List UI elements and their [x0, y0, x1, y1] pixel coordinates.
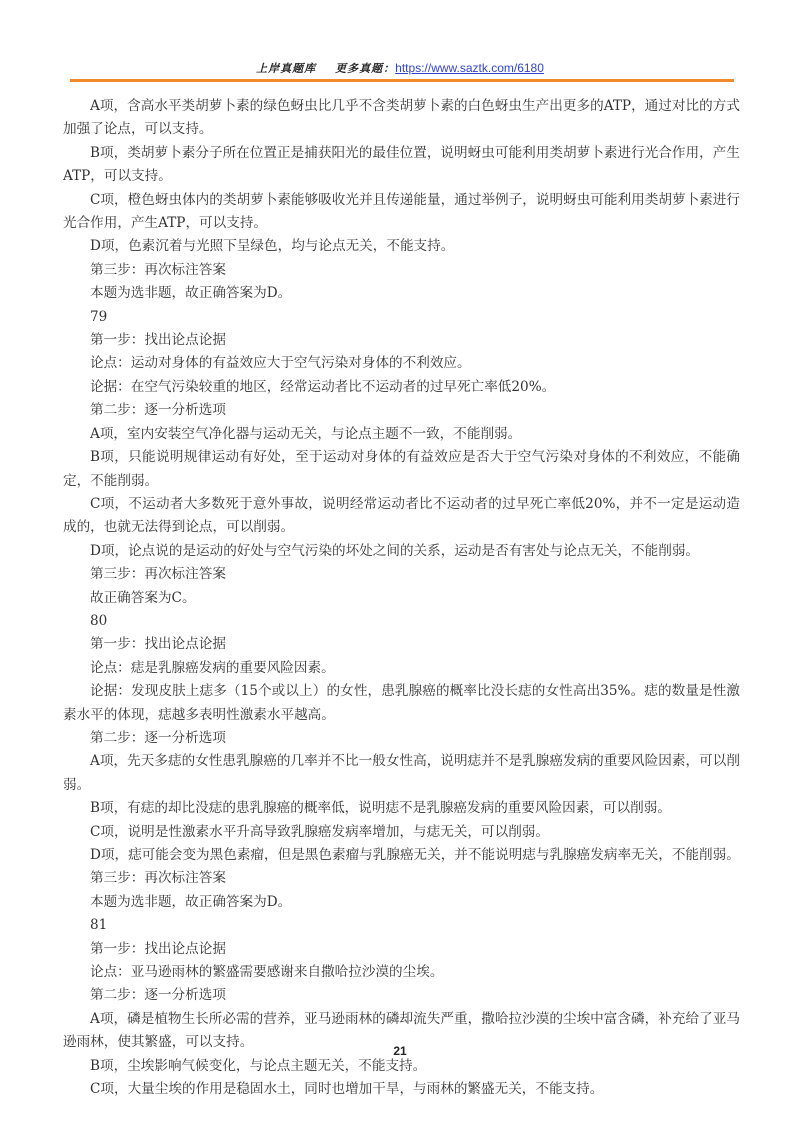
paragraph: C项，不运动者大多数死于意外事故，说明经常运动者比不运动者的过早死亡率低20%，并不一定是运动造成的，也就无法得到论点，可以削弱。	[63, 495, 740, 536]
paragraph: 论据：发现皮肤上痣多（15个或以上）的女性，患乳腺癌的概率比没长痣的女性高出35%。痣的数量是性激素水平的体现，痣越多表明性激素水平越高。	[63, 683, 740, 723]
paragraph: B项，尘埃影响气候变化，与论点主题无关，不能支持。	[90, 1057, 427, 1074]
paragraph: 80	[90, 612, 108, 629]
paragraph: A项，磷是植物生长所必需的营养，亚马逊雨林的磷却流失严重，撒哈拉沙漠的尘埃中富含磷，补充给了亚马逊雨林，使其繁盛，可以支持。	[63, 1010, 740, 1051]
paragraph: 第三步：再次标注答案	[90, 870, 226, 887]
paragraph: 论点：亚马逊雨林的繁盛需要感谢来自撒哈拉沙漠的尘埃。	[90, 964, 444, 981]
paragraph: D项，论点说的是运动的好处与空气污染的坏处之间的关系，运动是否有害处与论点无关，不能削弱。	[90, 542, 700, 559]
paragraph: 第一步：找出论点论据	[90, 636, 226, 653]
paragraph: 论点：痣是乳腺癌发病的重要风险因素。	[90, 659, 335, 676]
paragraph: 第二步：逐一分析选项	[90, 402, 226, 419]
paragraph: B项，只能说明规律运动有好处，至于运动对身体的有益效应是否大于空气污染对身体的不利效应，不能确定，不能削弱。	[63, 449, 740, 489]
paragraph: D项，色素沉着与光照下呈绿色，均与论点无关，不能支持。	[90, 238, 455, 255]
header-brand: 上岸真题库	[256, 62, 317, 75]
paragraph: C项，橙色蚜虫体内的类胡萝卜素能够吸收光并且传递能量，通过举例子，说明蚜虫可能利用类胡萝卜素进行光合作用，产生ATP，可以支持。	[63, 191, 740, 232]
paragraph: 第一步：找出论点论据	[90, 940, 226, 957]
paragraph: 论据：在空气污染较重的地区，经常运动者比不运动者的过早死亡率低20%。	[90, 378, 556, 395]
paragraph: A项，先天多痣的女性患乳腺癌的几率并不比一般女性高，说明痣并不是乳腺癌发病的重要风险因素，可以削弱。	[63, 753, 740, 793]
paragraph: 81	[90, 917, 108, 934]
paragraph: 故正确答案为C。	[90, 589, 196, 606]
header-divider	[70, 79, 734, 82]
page-number: 21	[393, 1044, 407, 1058]
paragraph: 第三步：再次标注答案	[90, 261, 226, 278]
paragraph: D项，痣可能会变为黑色素瘤，但是黑色素瘤与乳腺癌无关，并不能说明痣与乳腺癌发病率无关，不能削弱。	[90, 847, 740, 863]
paragraph: 79	[90, 308, 108, 325]
paragraph: A项，室内安装空气净化器与运动无关，与论点主题不一致，不能削弱。	[90, 425, 522, 442]
document-body	[63, 95, 740, 1101]
header-more-label: 更多真题：	[335, 62, 396, 75]
paragraph: 第一步：找出论点论据	[90, 332, 226, 349]
page-header	[0, 60, 800, 77]
paragraph: C项，大量尘埃的作用是稳固水土，同时也增加干旱，与雨林的繁盛无关，不能支持。	[90, 1081, 604, 1098]
paragraph: C项，说明是性激素水平升高导致乳腺癌发病率增加，与痣无关，可以削弱。	[90, 823, 549, 840]
paragraph: 第二步：逐一分析选项	[90, 987, 226, 1004]
paragraph: B项，类胡萝卜素分子所在位置正是捕获阳光的最佳位置，说明蚜虫可能利用类胡萝卜素进行光合作用，产生ATP，可以支持。	[63, 144, 740, 185]
paragraph: 论点：运动对身体的有益效应大于空气污染对身体的不利效应。	[90, 355, 471, 372]
paragraph: 本题为选非题，故正确答案为D。	[90, 285, 292, 302]
header-link[interactable]: https://www.saztk.com/6180	[395, 61, 544, 75]
paragraph: B项，有痣的却比没痣的患乳腺癌的概率低，说明痣不是乳腺癌发病的重要风险因素，可以削弱。	[90, 800, 671, 817]
paragraph: 第二步：逐一分析选项	[90, 729, 226, 746]
paragraph: 第三步：再次标注答案	[90, 566, 226, 583]
paragraph: A项，含高水平类胡萝卜素的绿色蚜虫比几乎不含类胡萝卜素的白色蚜虫生产出更多的ATP，通过对比的方式加强了论点，可以支持。	[63, 98, 740, 138]
paragraph: 本题为选非题，故正确答案为D。	[90, 893, 292, 910]
